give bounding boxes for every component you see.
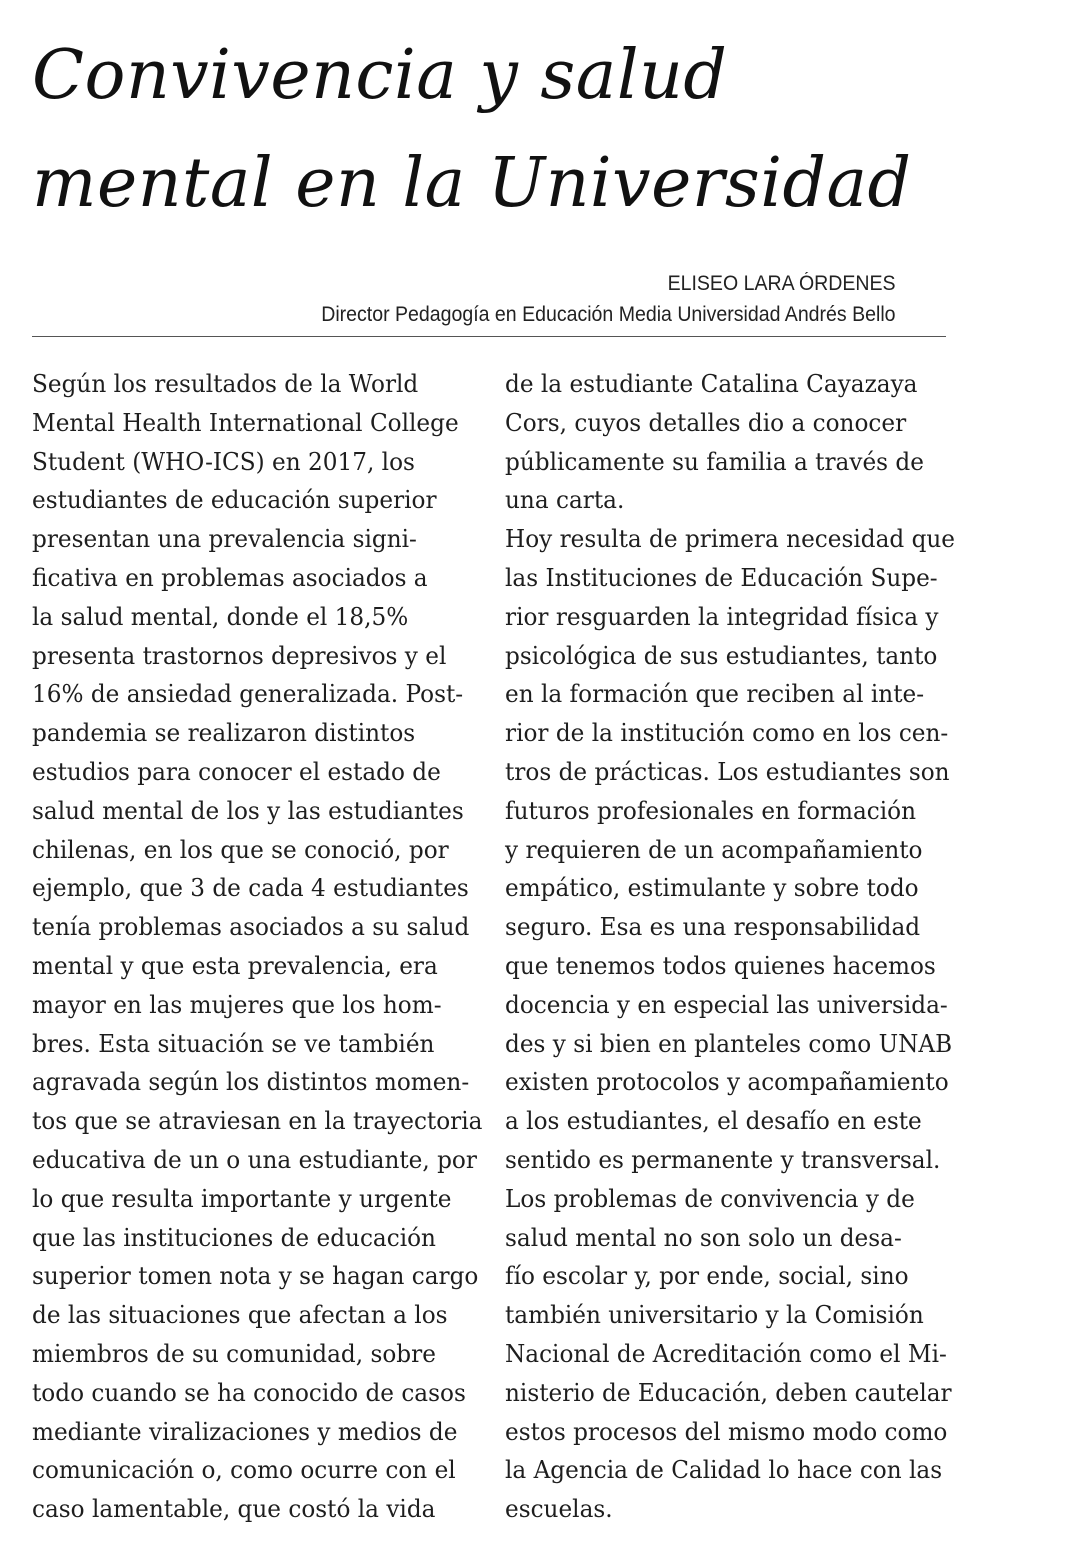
byline-divider	[32, 336, 946, 337]
article-text-line: bres. Esta situación se ve también	[32, 1029, 435, 1058]
article-text-line: en la formación que reciben al inte-	[505, 680, 925, 709]
article-text-line: nisterio de Educación, deben cautelar	[505, 1378, 952, 1407]
article-headline	[32, 22, 1032, 238]
article-text-line: mediante viralizaciones y medios de	[32, 1417, 458, 1446]
article-text-line: también universitario y la Comisión	[505, 1301, 924, 1330]
article-text-line: Mental Health International College	[32, 408, 459, 437]
article-text-line: comunicación o, como ocurre con el	[32, 1456, 456, 1485]
article-text-line: futuros profesionales en formación	[505, 796, 916, 825]
article-text-line: escuelas.	[505, 1495, 613, 1524]
article-text-line: de la estudiante Catalina Cayazaya	[505, 370, 918, 398]
article-text-line: estudios para conocer el estado de	[32, 757, 441, 786]
article-text-line: lo que resulta importante y urgente	[32, 1184, 452, 1213]
byline	[322, 268, 896, 330]
article-text-line: una carta.	[505, 486, 625, 515]
article-text-line: Los problemas de convivencia y de	[505, 1184, 915, 1213]
article-text-line: presenta trastornos depresivos y el	[32, 641, 447, 670]
article-text-line: existen protocolos y acompañamiento	[505, 1068, 949, 1097]
article-text-line: estudiantes de educación superior	[32, 486, 437, 515]
article-text-line: ejemplo, que 3 de cada 4 estudiantes	[32, 874, 469, 903]
article-text-line: 16% de ansiedad generalizada. Post-	[32, 680, 464, 709]
article-text-line: rior resguarden la integridad física y	[505, 602, 939, 631]
author-name: ELISEO LARA ÓRDENES	[668, 272, 896, 295]
article-text-line: mayor en las mujeres que los hom-	[32, 990, 442, 1019]
article-text-line: des y si bien en planteles como UNAB	[505, 1029, 953, 1058]
article-text-line: a los estudiantes, el desafío en este	[505, 1107, 922, 1136]
author-role: Director Pedagogía en Educación Media Universidad Andrés Bello	[321, 303, 896, 326]
article-text-line: miembros de su comunidad, sobre	[32, 1339, 436, 1368]
article-text-line: que las instituciones de educación	[32, 1223, 436, 1252]
article-text-line: tros de prácticas. Los estudiantes son	[505, 757, 950, 786]
article-text-line: pandemia se realizaron distintos	[32, 719, 416, 748]
article-text-line: estos procesos del mismo modo como	[505, 1417, 948, 1446]
article-text-line: fío escolar y, por ende, social, sino	[505, 1262, 909, 1291]
article-text-line: educativa de un o una estudiante, por	[32, 1145, 477, 1174]
article-text-line: docencia y en especial las universida-	[505, 990, 948, 1019]
article-text-line: la salud mental, donde el 18,5%	[32, 602, 409, 631]
article-text-line: seguro. Esa es una responsabilidad	[505, 913, 921, 942]
headline-line-2: mental en la Universidad	[32, 144, 912, 223]
article-text-line: superior tomen nota y se hagan cargo	[32, 1262, 479, 1291]
article-text-line: tos que se atraviesan en la trayectoria	[32, 1107, 483, 1136]
article-text-line: caso lamentable, que costó la vida	[32, 1495, 436, 1524]
article-text-line: ficativa en problemas asociados a	[32, 563, 428, 592]
article-column-left	[32, 365, 492, 1529]
article-text-line: todo cuando se ha conocido de casos	[32, 1378, 466, 1407]
article-text-line: mental y que esta prevalencia, era	[32, 951, 438, 980]
article-text-line: de las situaciones que afectan a los	[32, 1301, 448, 1330]
article-text-line: presentan una prevalencia signi-	[32, 525, 417, 554]
article-text-line: salud mental no son solo un desa-	[505, 1223, 902, 1252]
article-text-line: sentido es permanente y transversal.	[505, 1145, 941, 1174]
article-text-line: chilenas, en los que se conoció, por	[32, 835, 449, 864]
article-text-line: empático, estimulante y sobre todo	[505, 874, 919, 903]
article-text-line: Según los resultados de la World	[32, 370, 419, 398]
article-column-right	[505, 365, 965, 1529]
article-text-line: Student (WHO-ICS) en 2017, los	[32, 447, 415, 476]
article-text-line: Cors, cuyos detalles dio a conocer	[505, 408, 907, 437]
article-text-line: tenía problemas asociados a su salud	[32, 913, 470, 942]
article-text-line: salud mental de los y las estudiantes	[32, 796, 464, 825]
article-text-line: agravada según los distintos momen-	[32, 1068, 470, 1097]
article-text-line: la Agencia de Calidad lo hace con las	[505, 1456, 943, 1485]
article-text-line: públicamente su familia a través de	[505, 447, 924, 476]
article-text-line: Nacional de Acreditación como el Mi-	[505, 1339, 947, 1368]
article-text-line: que tenemos todos quienes hacemos	[505, 951, 936, 980]
article-text-line: Hoy resulta de primera necesidad que	[505, 525, 956, 554]
article-text-line: psicológica de sus estudiantes, tanto	[505, 641, 938, 670]
article-text-line: las Instituciones de Educación Supe-	[505, 563, 938, 592]
article-text-line: rior de la institución como en los cen-	[505, 719, 949, 748]
article-text-line: y requieren de un acompañamiento	[505, 835, 923, 864]
headline-line-1: Convivencia y salud	[32, 36, 728, 115]
